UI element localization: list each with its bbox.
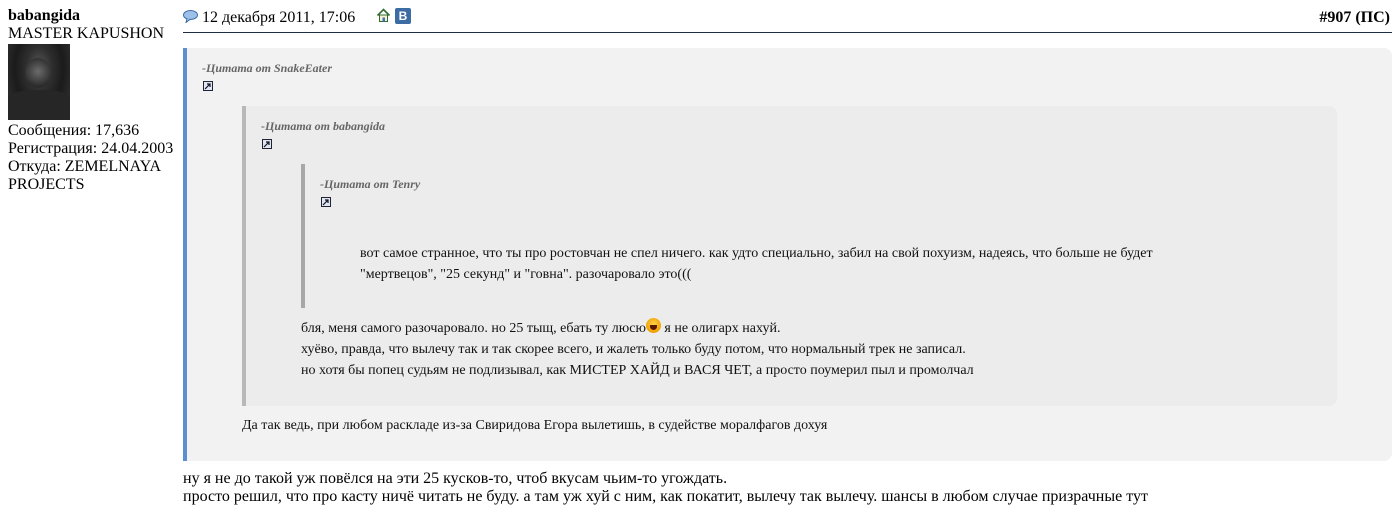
ps-open: (: [1355, 9, 1361, 26]
post: [183, 0, 1392, 433]
username[interactable]: babangida: [8, 7, 81, 24]
avatar[interactable]: [8, 44, 70, 120]
post-body-line1: ну я не до такой уж повёлся на эти 25 кусков-то, чтоб вкусам чьим-то угождать.: [183, 470, 728, 487]
quote-babangida-line1b: я не олигарх нахуй.: [660, 321, 781, 336]
quote-link-icon[interactable]: [321, 197, 331, 207]
quote-title-snakeeater: -Цитата от SnakeEater: [202, 61, 333, 75]
reg-date: 24.04.2003: [101, 140, 174, 157]
quote-tenry: [301, 164, 1337, 308]
shocked-smiley-icon: [646, 318, 661, 333]
posts-count: 17,636: [95, 122, 140, 139]
user-registration: [8, 140, 180, 158]
reg-label: Регистрация:: [8, 140, 98, 157]
post-header: [183, 0, 1392, 33]
ps-close: ): [1384, 9, 1390, 26]
user-from: [8, 158, 180, 176]
post-body: [183, 470, 1148, 506]
home-icon[interactable]: [376, 8, 391, 28]
vk-share-icon[interactable]: В: [395, 8, 411, 24]
post-body-line2: просто решил, что про касту ничё читать не буду. а там уж хуй с ним, как покатит, вылечу так вылечу. шансы в любом случае призрачные тут: [183, 488, 1148, 505]
quote-link-icon[interactable]: [203, 81, 213, 91]
speech-bubble-icon: [183, 10, 198, 28]
quote-title-tenry: -Цитата от Tenry: [320, 177, 421, 191]
quote-babangida-line3: но хотя бы попец судьям не подлизывал, как МИСТЕР ХАЙД и ВАСЯ ЧЕТ, а просто поумерил пыл и промолчал: [301, 363, 974, 378]
quote-babangida-line2: хуёво, правда, что вылечу так и так скорее всего, и жалеть только буду потом, что нормальный трек не записал.: [301, 342, 966, 357]
quote-babangida-line1a: бля, меня самого разочаровало. но 25 тыщ, ебать ту люсю: [301, 321, 646, 336]
user-panel: [8, 7, 180, 194]
from-label: Откуда:: [8, 158, 61, 175]
post-date: 12 декабря 2011, 17:06: [202, 9, 356, 26]
from-line2: PROJECTS: [8, 176, 85, 193]
quote-snakeeater-reply: Да так ведь, при любом раскладе из-за Свиридова Егора вылетишь, в судействе моралфагов дохуя: [242, 418, 828, 433]
user-posts: [8, 122, 180, 140]
quote-babangida-line1: [301, 318, 780, 339]
quote-title-babangida: -Цитата от babangida: [261, 119, 386, 133]
post-number-value[interactable]: #907: [1319, 9, 1352, 26]
ps-link[interactable]: ПС: [1360, 9, 1385, 26]
quote-tenry-line2: "мертвецов", "25 секунд" и "говна". разочаровало это(((: [360, 267, 692, 282]
from-line1: ZEMELNAYA: [64, 158, 162, 175]
user-title: MASTER KAPUSHON: [8, 25, 165, 42]
quote-link-icon[interactable]: [262, 139, 272, 149]
post-number[interactable]: [1319, 9, 1390, 27]
posts-label: Сообщения:: [8, 122, 92, 139]
quote-tenry-line1: вот самое странное, что ты про ростовчан не спел ничего. как удто специально, забил на свой похуизм, надеясь, что больше не будет: [360, 246, 1153, 261]
